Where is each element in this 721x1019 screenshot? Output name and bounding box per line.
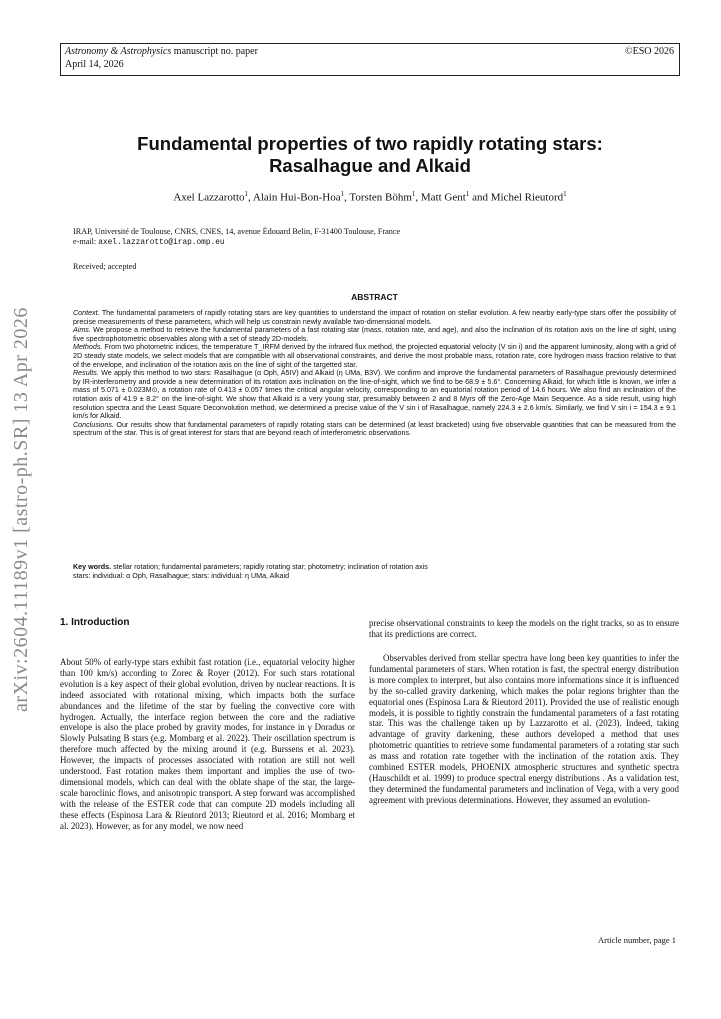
journal-name: Astronomy & Astrophysics (65, 46, 172, 57)
right-column (369, 653, 679, 806)
affiliation-mark: 1 (465, 190, 470, 198)
author-list (70, 190, 670, 204)
intro-paragraph-2: Observables derived from stellar spectra have long been key quantities to infer the fundamental parameters of stars. When rotation is fast, the spectral energy distribution is more complex to interpret, but also contains more informations since it is influenced by the so-called gravity darkening, which makes the polar regions brighter than the equatorial ones (Espinosa Lara & Rieutord 2011). Provided the use of realistic enough models, it is possible to tightly constrain the fundamental parameters of a fast rotating star. This was the challenge taken up by Lazzarotto et al. (2023). Indeed, taking advantage of gravity darkening, these authors developed a method that uses photometric quantities to retrieve some fundamental parameters of a rotating star such as mass and rotation rate together with the inclination of the rotation axis. They combined ESTER models, PHOENIX atmospheric structures and synthetic spectra (Hauschildt et al. 1999) to produce spectral energy distributions . As a validation test, they determined the fundamental parameters and inclination of Vega, with a very good agreement with previous determinations. However, they assumed an evolution- (369, 653, 679, 805)
author-name: Alain Hui-Bon-Hoa (252, 191, 341, 204)
abstract-label: Results. (73, 369, 99, 378)
email-label: e-mail: (73, 237, 99, 246)
page-footer: Article number, page 1 (597, 935, 676, 945)
intro-paragraph-1: About 50% of early-type stars exhibit fast rotation (i.e., equatorial velocity higher than 100 km/s) according to Zorec & Royer (2012). For such stars rotational evolution is a key aspect of their global evolution, driven by nuclear reactions. It is indeed associated with rotational mixing, which impacts both the surface abundances and the lifetime of the star by fueling the convective core with hydrogen. Actually, the interface region between the core and the radiative envelope is also the place probed by gravity modes, for instance in γ Doradus or Slowly Pulsating B stars (e.g. Mombarg et al. 2022). Their oscillation spectrum is therefore much affected by the mixing around it (e.g. Burssens et al. 2023). However, the impacts of processes associated with rotation are still not well understood. Fast rotation makes them important and implies the use of two-dimensional models, which can deal with the oblate shape of the star, the large-scale baroclinic flows, and anisotropic transport. A step forward was accomplished with the release of the ESTER code that can compute 2D models including all these effects (Espinosa Lara & Rieutord 2013; Rieutord et al. 2016; Mombarg et al. 2023). However, as for any model, we now need (60, 657, 355, 831)
abstract-label: Context. (73, 309, 100, 317)
paper-title (70, 133, 670, 177)
journal-line (65, 45, 675, 58)
author-separator: , (344, 191, 350, 204)
left-column (60, 657, 355, 832)
keywords (73, 563, 676, 581)
received-line: Received; accepted (73, 262, 137, 271)
abstract-heading: ABSTRACT (351, 292, 398, 302)
keywords-text: stellar rotation; fundamental parameters; rapidly rotating star; photometry; inclination of rotation axis (111, 563, 428, 571)
keywords-label: Key words. (73, 563, 112, 571)
copyright-notice: ©ESO 2026 (625, 46, 674, 57)
manuscript-header (60, 43, 680, 76)
abstract-label: Methods. (73, 343, 103, 352)
author-separator: , (415, 191, 421, 204)
arxiv-identifier: arXiv:2604.11189v1 [astro-ph.SR] 13 Apr 2026 (10, 307, 32, 713)
author-name: Michel Rieutord (490, 191, 564, 204)
affiliation-mark: 1 (411, 190, 416, 198)
title-line-1: Fundamental properties of two rapidly rotating stars: (137, 133, 603, 154)
affiliation-mark: 1 (563, 190, 567, 198)
abstract-text: We propose a method to retrieve the fundamental parameters of a fast rotating star (mass, rotation rate, and age), and also the inclination of its rotation axis on the line of sight, using five spectrophotometric observables along with a set of steady 2D-models. (73, 326, 676, 343)
abstract-label: Conclusions. (73, 420, 114, 429)
author-name: Axel Lazzarotto (173, 191, 245, 204)
email-line (73, 237, 673, 248)
abstract-label: Aims. (73, 326, 91, 335)
right-column-top (369, 618, 679, 640)
keywords-line-2: stars: individual: α Oph, Rasalhague; stars: individual: η UMa, Alkaid (73, 572, 290, 580)
email-address[interactable]: axel.lazzarotto@irap.omp.eu (98, 239, 225, 247)
author-name: Torsten Böhm (349, 191, 412, 204)
intro-paragraph-continued: precise observational constraints to keep the models on the right tracks, so as to ensure that its predictions are correct. (369, 618, 679, 639)
title-line-2: Rasalhague and Alkaid (269, 155, 471, 176)
affiliation (73, 227, 673, 248)
keywords-line-1 (73, 563, 676, 572)
abstract-text: We apply this method to two stars: Rasalhague (α Oph, A5IV) and Alkaid (η UMa, B3V). We confirm and improve the fundamental parameters of Rasalhague previously determined by IR-interferometry and provide a new determination of its rotation axis inclination on the line-of-sight, which we find to be 68.9 ± 5.6°. Concerning Alkaid, for which little is known, we infer a mass of 5.071 ± 0.023M⊙, a rotation rate of 0.413 ± 0.057 times the critical angular velocity, corresponding to an equatorial rotation period of 14.6 hours. We also find an inclination of the rotation axis of 41.9 ± 8.2° on the line-of-sight. We show that Alkaid is a very young star, presumably between 2 and 8 Myrs off the Zero-Age Main Sequence. As a side result, using high resolution spectra and the Least Square Deconvolution method, we determined a precise value of the V sin i of Rasalhague, namely 224.3 ± 2.6 km/s. Similarly, we find V sin i = 154.3 ± 9.1 km/s for Alkaid. (73, 369, 676, 421)
abstract-body (73, 309, 676, 438)
abstract-text: From two photometric indices, the temperature T_IRFM derived by the infrared flux method, the projected equatorial velocity (V sin i) and the apparent luminosity, along with a grid of 2D steady state models, we select models that are compatible with all observational constraints, and derive the most probable mass, rotation rate, core hydrogen mass fraction relative to that of the envelope, and inclination of the rotation axis on the line of sight of the targetted star. (73, 343, 676, 369)
abstract-text: Our results show that fundamental parameters of rapidly rotating stars can be determined (at least bracketed) using five observable quantities that can be measured from the spectrum of the star. This is of great interest for stars that are beyond reach of interferometric observations. (73, 420, 676, 438)
abstract-methods (73, 343, 676, 369)
abstract-conclusions (73, 421, 676, 438)
affiliation-mark: 1 (244, 190, 249, 198)
author-separator: , (248, 191, 253, 204)
manuscript-label: manuscript no. paper (171, 46, 258, 57)
abstract-aims (73, 326, 676, 343)
section-heading-introduction: 1. Introduction (60, 617, 130, 628)
abstract-results (73, 369, 676, 421)
header-date: April 14, 2026 (65, 59, 124, 70)
affiliation-mark: 1 (340, 190, 345, 198)
author-separator: and (469, 191, 491, 204)
abstract-text: The fundamental parameters of rapidly rotating stars are key quantities to understand the impact of rotation on stellar evolution. A few nearby early-type stars offer the possibility of precise measurements of these parameters, which will help us constrain newly available two-dimensional models. (73, 309, 676, 326)
abstract-context (73, 309, 676, 326)
author-name: Matt Gent (420, 191, 466, 204)
affiliation-address: IRAP, Université de Toulouse, CNRS, CNES, 14, avenue Édouard Belin, F-31400 Toulouse, France (73, 227, 401, 236)
